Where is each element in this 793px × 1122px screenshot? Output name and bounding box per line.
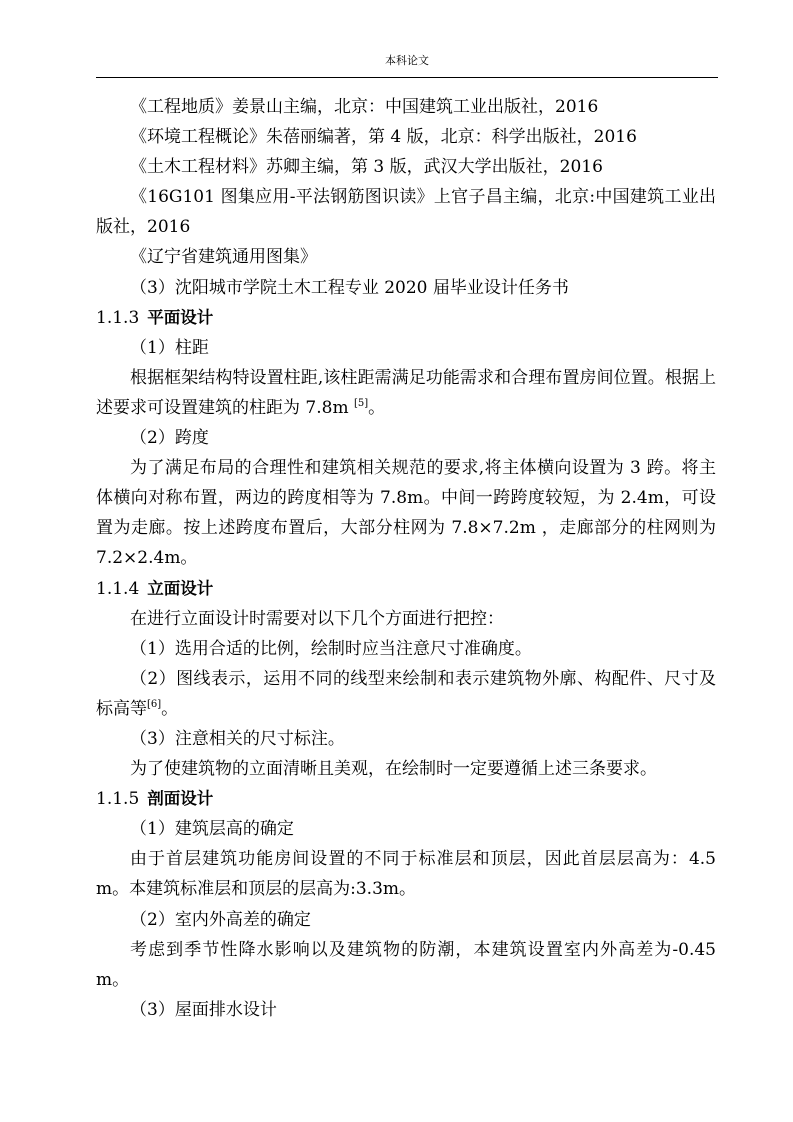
paragraph-text: 根据框架结构特设置柱距,该柱距需满足功能需求和合理布置房间位置。根据上述要求可设置建筑的柱距为 7.8m [96, 367, 716, 418]
paragraph-text: 。 [161, 698, 179, 719]
reference-item: 《环境工程概论》朱蓓丽编著，第 4 版，北京：科学出版社，2016 [130, 127, 637, 148]
reference-item: （3）沈阳城市学院土木工程专业 2020 届毕业设计任务书 [130, 277, 569, 298]
reference-item: 《辽宁省建筑通用图集》 [130, 247, 317, 268]
section-heading-1-1-4 [96, 574, 716, 604]
list-item: （3）屋面排水设计 [130, 999, 277, 1020]
section-heading-1-1-5 [96, 784, 716, 814]
list-item: （1）选用合适的比例，绘制时应当注意尺寸准确度。 [130, 638, 532, 659]
list-item [96, 664, 716, 724]
paragraph: 在进行立面设计时需要对以下几个方面进行把控： [130, 608, 504, 629]
section-title: 剖面设计 [147, 789, 214, 809]
page-header: 本科论文 [385, 54, 429, 67]
list-item: （3）注意相关的尺寸标注。 [130, 728, 345, 749]
document-body [96, 92, 716, 1025]
section-title: 立面设计 [147, 578, 214, 598]
section-number: 1.1.4 [96, 578, 140, 599]
citation: [5] [353, 397, 369, 409]
section-number: 1.1.5 [96, 789, 140, 810]
section-heading-1-1-3 [96, 303, 716, 333]
citation: [6] [147, 698, 162, 710]
list-item: （2）跨度 [130, 428, 209, 449]
paragraph: 由于首层建筑功能房间设置的不同于标准层和顶层，因此首层层高为：4.5m。本建筑标准层和顶层的层高为:3.3m。 [96, 849, 716, 900]
list-item: （2）室内外高差的确定 [130, 909, 311, 930]
reference-item: 《16G101 图集应用-平法钢筋图识读》上官子昌主编，北京:中国建筑工业出版社，2016 [96, 187, 716, 238]
section-number: 1.1.3 [96, 307, 140, 328]
list-item: （1）建筑层高的确定 [130, 819, 294, 840]
header-rule [96, 77, 718, 78]
paragraph: 考虑到季节性降水影响以及建筑物的防潮，本建筑设置室内外高差为-0.45m。 [96, 939, 716, 990]
section-title: 平面设计 [147, 307, 214, 327]
paragraph: 为了使建筑物的立面清晰且美观，在绘制时一定要遵循上述三条要求。 [130, 759, 657, 780]
paragraph: 为了满足布局的合理性和建筑相关规范的要求,将主体横向设置为 3 跨。将主体横向对称布置，两边的跨度相等为 7.8m。中间一跨跨度较短，为 2.4m，可设置为走廊。按上述跨度布置后，大部分柱网为 7.8×7.2m ，走廊部分的柱网则为 7.2×2.4m。 [96, 458, 716, 569]
reference-item: 《工程地质》姜景山主编，北京：中国建筑工业出版社，2016 [130, 97, 599, 117]
paragraph [96, 363, 716, 423]
reference-item: 《土木工程材料》苏卿主编，第 3 版，武汉大学出版社，2016 [130, 157, 603, 178]
list-item: （1）柱距 [130, 337, 209, 358]
paragraph-text: （2）图线表示，运用不同的线型来绘制和表示建筑物外廓、构配件、尺寸及标高等 [96, 668, 716, 719]
paragraph-text: 。 [368, 397, 386, 418]
